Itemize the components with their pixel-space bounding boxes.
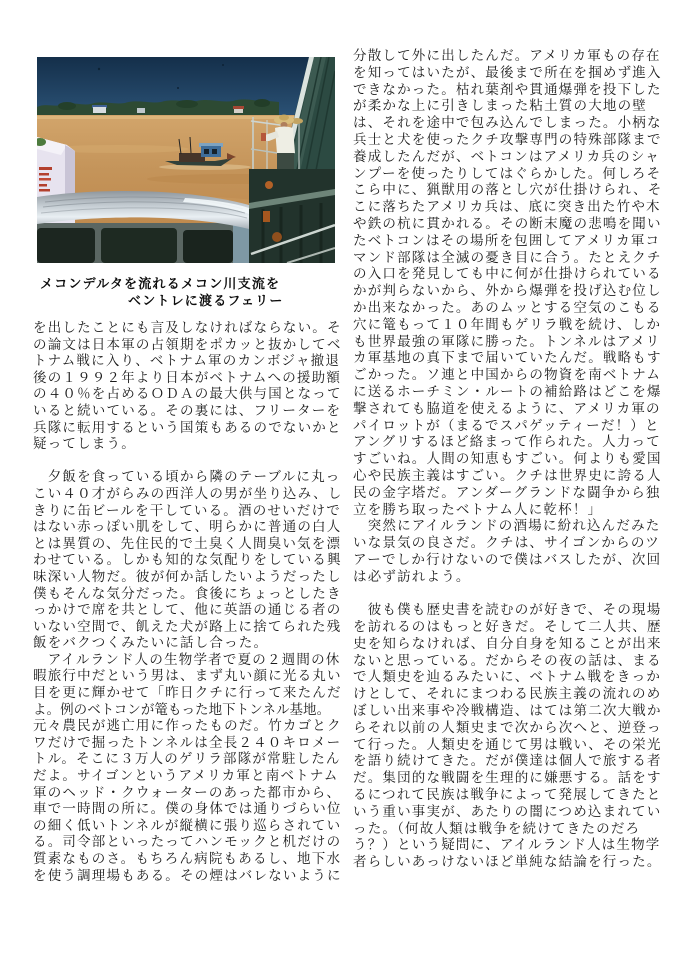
ferry-photo-art [37,57,335,263]
text-line: 穴に篭もって１０年間もゲリラ戦を続け、しか [353,316,662,332]
text-line: った。（何故人類は戦争を続けてきたのだろ [353,820,641,836]
text-line: アーでしか行けないので僕はバスしたが、次回 [353,551,662,567]
text-line: はない赤っぽい肌をして、明らかに普通の白人 [33,519,342,535]
text-line: こい４０才がらみの西洋人の男が坐り込み、し [33,485,343,501]
text-line: 飯をバクつくみたいに話し合った。 [33,635,269,651]
text-line: ないと思っている。だからその夜の話は、まる [353,652,662,668]
text-line: アングリするほど絡まって作られた。人力って [353,434,661,450]
text-line: る。司令部といったってハンモックと机だけの [33,834,342,850]
right-column [353,48,662,871]
text-line: ぼしい出来事や冷戦構造、はては第二次大戦か [353,703,662,719]
text-line [353,586,662,603]
text-line: 心や民族主義はすごい。クチは世界史に誇る人 [353,467,662,483]
text-line: だよ。サイゴンというアメリカ軍と南ベトナム [33,768,339,784]
text-line: パイロットが（まるでスパゲッティーだ！）と [353,417,660,433]
text-line: を出したことにも言及しなければならない。そ [33,320,342,335]
text-line: 民の金字塔だ。アンダーグランドな闘争から独 [353,484,661,500]
text-line: アイルランド人の生物学者で夏の２週間の休 [33,651,341,667]
text-line: 僕もそんな気分だった。食後にちょっとしたき [33,585,342,601]
text-line: 史を知らなければ、自分自身を知ることが出来 [353,635,662,651]
text-line: か出来なかった。あのムッとする空気のこもる [353,299,662,315]
left-column [33,320,342,884]
text-line: て行った。人類史を通じて男は戦い、その栄光 [353,736,662,752]
text-line: よ。例のベトコンが篭もった地下トンネル基地。 [33,701,331,717]
text-line: の４０％を占めるＯＤＡの最大供与国となって [33,386,342,402]
text-line: 撃されても脇道を使えるように、アメリカ軍の [353,400,661,416]
text-line: っかけで席を共として、他に英語の通じる者の [33,602,342,618]
text-line: を語り続けてきた。だが僕達は個人で旅する者 [353,753,662,769]
text-line: や鉄の杭に貫かれる。その断末魔の悲鳴を聞い [353,215,662,231]
text-line: 車で一時間の所に。僕の身体では通りづらい位 [33,801,342,817]
text-line: トル。そこに３万人のゲリラ部隊が常駐したん [33,751,341,767]
text-line: 者らしいあっけないほど単純な結論を行った。 [353,854,662,870]
text-line: できなかった。枯れ葉剤や貫通爆弾を投下した [353,81,662,97]
text-line [33,453,342,470]
text-line: 元々農民が逃亡用に作ったものだ。竹カゴとク [33,718,342,734]
text-line: に送るホーチミン・ルートの補給路はどこを爆 [353,383,662,399]
text-line: 暇旅行中だという男は、まず丸い顔に光る丸い [33,668,342,684]
text-line: 分散して外に出したんだ。アメリカ軍もの存在 [353,48,661,63]
text-line: かが判らないから、外から爆弾を投げ込む位し [353,283,662,299]
text-line: いな景気の良さだ。クチは、サイゴンからのツ [353,535,660,551]
text-line: の細く低いトンネルが縦横に張り巡らされてい [33,817,342,833]
text-line: で人類史を辿るみたいに、ベトナム戦をきっか [353,669,662,685]
text-line: ワだけで掘ったトンネルは全長２４０キロメー [33,734,342,750]
text-line: いない空間で、飢えた犬が路上に捨てられた残 [33,618,342,634]
text-line: こら中に、猟獣用の落とし穴が仕掛けられ、そ [353,182,663,198]
text-line: を訪れるのはもっと好きだ。そして二人共、歴 [353,619,662,635]
text-line: 兵隊に転用するという国策もあるのでないかと [33,419,342,435]
text-line: 養成したんだが、ベトコンはアメリカ兵のシャ [353,148,660,164]
text-line: が柔かな上に引きしまった粘土質の大地の壁 [353,98,647,114]
photo-caption-line1: メコンデルタを流れるメコン川支流を [40,276,281,291]
text-line: 疑ってしまう。 [33,436,136,452]
text-line: を知ってはいたが、最後まで所在を掴めず進入 [353,64,662,80]
photo-van [37,191,249,263]
text-line: トナム戦に入り、ベトナム軍のカンボジャ撤退 [33,353,341,369]
text-line: も世界最強の軍隊に勝った。トンネルはアメリ [353,333,661,349]
text-line: らそれ以前の人類史まで次から次へと、逆登っ [353,719,662,735]
text-line: 後の１９９２年より日本がベトナムへの援助額 [33,369,342,385]
text-line: カ軍基地の真下まで届いていたんだ。戦略もす [353,350,662,366]
text-line: 質素なものさ。もちろん病院もあるし、地下水 [33,851,342,866]
text-line: だ。集団的な戦闘を生理的に嫌悪する。話をす [353,770,662,786]
text-line: ンプーを使ったりしてはぐらかした。何しろそ [353,165,662,181]
text-line: とは異質の、先住民的で土臭く人間臭い気を漂 [33,535,342,551]
text-line: わせている。しかも知的な気配りをしている興 [33,552,342,568]
text-line: 軍のヘッド・クウォーターのあった都市から、 [33,784,342,800]
text-line: 目を更に輝かせて「昨日クチに行って来たんだ [33,685,342,701]
text-line: いると続いている。その裏には、フリーターを [33,402,342,418]
ferry-deck [249,169,335,263]
photo-caption [40,276,340,309]
text-line: きりに缶ビールを干している。酒のせいだけで [33,502,341,518]
text-line: いう重い事実が、あたりの闇につめ込まれてい [353,803,662,819]
text-line: 突然にアイルランドの酒場に紛れ込んだみた [353,518,661,534]
text-line: 兵士と犬を使ったクチ攻撃専門の特殊部隊まで [353,131,662,147]
text-line: こに落ちたアメリカ兵は、底に突き出た竹や木 [353,199,661,215]
text-line: けとして、それにまつわる民族主義の流れのめ [353,686,662,702]
text-line: 立を勝ち取ったベトナム人に乾杯！」 [353,501,603,517]
text-line: う？）という疑問に、アイルランド人は生物学 [353,837,661,853]
text-line: 彼も僕も歴史書を読むのが好きで、その現場 [353,602,662,618]
text-line: すごいね。人間の知恵もすごい。何よりも愛国 [353,451,662,467]
text-line: るにつれて民族は戦争によって発展してきたと [353,787,662,803]
text-line: の入口を発見しても中に何が仕掛けられている [353,266,662,282]
photo-caption-line2: ベントレに渡るフェリー [128,292,284,308]
ferry-photo [37,57,335,263]
text-line: 味深い人物だ。彼が何か話したいようだったし [33,568,342,584]
text-line: マンド部隊は全滅の憂き目に合う。たとえクチ [353,249,662,265]
text-line: ごかった。ソ連と中国からの物資を南ベトナム [353,367,662,383]
text-line: は必ず訪れよう。 [353,568,471,584]
text-line: の論文は日本軍の占領期をポカッと抜かしてベ [33,336,342,352]
text-line: は、それを途中で包み込んでしまった。小柄な [353,115,662,131]
text-line: 夕飯を食っている頃から隣のテーブルに丸っ [33,469,341,485]
text-line: たベトコンはその場所を包囲してアメリカ軍コ [353,232,661,248]
text-line: を使う調理場もある。その煙はバレないように [33,867,342,883]
